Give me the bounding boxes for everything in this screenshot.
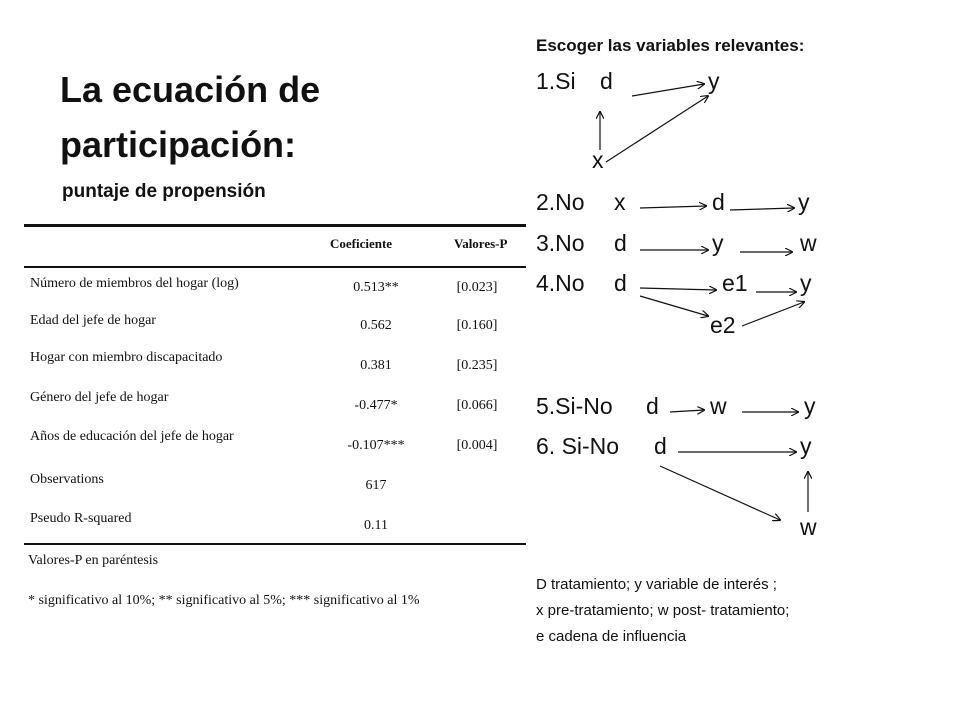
- case-2-y: y: [798, 189, 810, 215]
- row-label: Género del jefe de hogar: [30, 390, 169, 405]
- case-2-x: x: [614, 189, 626, 215]
- case-3-label: 3.No: [536, 230, 585, 256]
- case-1-d: d: [600, 68, 613, 94]
- arrow-x-to-y: [606, 96, 708, 162]
- case-5-y: y: [804, 393, 816, 419]
- row-coef: 0.562: [360, 318, 392, 333]
- arrow-e2-to-y: [742, 302, 804, 326]
- row-p: [0.160]: [456, 318, 498, 333]
- case-5-label: 5.Si-No: [536, 393, 613, 419]
- row-label: Número de miembros del hogar (log): [30, 276, 239, 291]
- row-coef: -0.477*: [354, 398, 398, 413]
- row-label: Edad del jefe de hogar: [30, 313, 156, 328]
- page-subtitle: puntaje de propensión: [62, 181, 266, 202]
- case-6-d: d: [654, 433, 667, 459]
- variable-legend: [536, 572, 789, 650]
- case-1-x: x: [592, 147, 604, 173]
- row-p: [0.023]: [456, 280, 498, 295]
- row-coef: 617: [365, 478, 387, 493]
- case-2-d: d: [712, 189, 725, 215]
- case-4-e2: e2: [710, 312, 736, 338]
- header-coefficient: Coeficiente: [330, 236, 393, 251]
- legend-line: D tratamiento; y variable de interés ;: [536, 576, 777, 593]
- case-4-label: 4.No: [536, 270, 585, 296]
- case-1-label: 1.Si: [536, 68, 576, 94]
- case-3-w: w: [800, 230, 817, 256]
- case-5-w: w: [710, 393, 727, 419]
- row-p: [0.066]: [456, 398, 498, 413]
- title-line-1: La ecuación de: [60, 69, 321, 110]
- case-2-label: 2.No: [536, 189, 585, 215]
- case-6-y: y: [800, 433, 812, 459]
- header-p-values: Valores-P: [454, 236, 508, 251]
- row-p: [0.235]: [456, 358, 498, 373]
- row-coef: 0.513**: [353, 280, 399, 295]
- table-note-significance: * significativo al 10%; ** significativo al 5%; *** significativo al 1%: [28, 593, 420, 608]
- row-label: Pseudo R-squared: [30, 511, 132, 526]
- case-6-label: 6. Si-No: [536, 433, 620, 459]
- case-4-y: y: [800, 270, 812, 296]
- legend-line: e cadena de influencia: [536, 628, 687, 645]
- case-1-y: y: [708, 68, 720, 94]
- variables-heading: Escoger las variables relevantes:: [536, 36, 805, 55]
- row-coef: -0.107***: [347, 438, 405, 453]
- case-3-d: d: [614, 230, 627, 256]
- arrow-d-to-w: [670, 410, 704, 412]
- arrow-d-to-y: [632, 84, 704, 96]
- title-line-2: participación:: [60, 124, 297, 165]
- arrow-x-to-d: [640, 206, 706, 208]
- arrow-d-to-w: [660, 466, 780, 520]
- row-label: Hogar con miembro discapacitado: [30, 350, 223, 365]
- arrow-d-to-e2: [640, 296, 708, 316]
- case-6-w: w: [800, 514, 817, 540]
- row-label: Años de educación del jefe de hogar: [30, 429, 234, 444]
- row-coef: 0.11: [364, 518, 388, 533]
- arrow-d-to-y: [730, 208, 794, 210]
- row-p: [0.004]: [456, 438, 498, 453]
- case-5-d: d: [646, 393, 659, 419]
- case-3-y: y: [712, 230, 724, 256]
- table-note-pvalues: Valores-P en paréntesis: [28, 553, 159, 568]
- row-coef: 0.381: [360, 358, 392, 373]
- case-4-d: d: [614, 270, 627, 296]
- legend-line: x pre-tratamiento; w post- tratamiento;: [536, 602, 790, 619]
- arrow-d-to-e1: [640, 288, 716, 290]
- row-label: Observations: [30, 472, 104, 487]
- case-4-e1: e1: [722, 270, 748, 296]
